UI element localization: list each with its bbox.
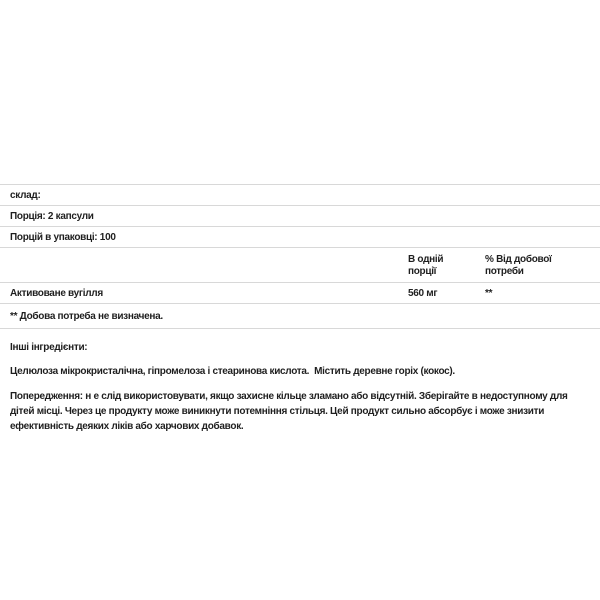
ingredient-amount: 560 мг xyxy=(408,288,438,299)
facts-table xyxy=(0,184,600,329)
ingredient-daily-value: ** xyxy=(485,288,493,299)
servings-per-container-text: Порцій в упаковці: 100 xyxy=(10,232,116,243)
table-row xyxy=(0,283,600,304)
details-section xyxy=(0,342,600,434)
ingredient-name: Активоване вугілля xyxy=(10,288,103,299)
composition-heading-row xyxy=(0,185,600,206)
other-ingredients-text: Целюлоза мікрокристалічна, гіпромелоза і стеаринова кислота. Містить деревне горіх (кокос). xyxy=(10,366,455,377)
table-header-row xyxy=(0,248,600,283)
serving-size-text: Порція: 2 капсули xyxy=(10,211,94,222)
header-percent-daily-value: % Від добової потреби xyxy=(485,254,552,277)
servings-per-container-row xyxy=(0,227,600,248)
header-amount-per-serving: В одній порції xyxy=(408,254,444,277)
footnote-row xyxy=(0,304,600,329)
composition-title: склад: xyxy=(10,190,41,201)
daily-value-footnote: ** Добова потреба не визначена. xyxy=(10,311,163,322)
other-ingredients-title: Інші інгредієнти: xyxy=(10,342,88,353)
warning-text: Попередження: н е слід використовувати, якщо захисне кільце зламано або відсутній. Зберігайте в недоступному для дітей місці. Через це продукту може виникнути потемніння стільця. Цей продукт сильно абсорбує і може знизити ефективність деяких ліків або харчових добавок. xyxy=(10,391,571,432)
serving-size-row xyxy=(0,206,600,227)
